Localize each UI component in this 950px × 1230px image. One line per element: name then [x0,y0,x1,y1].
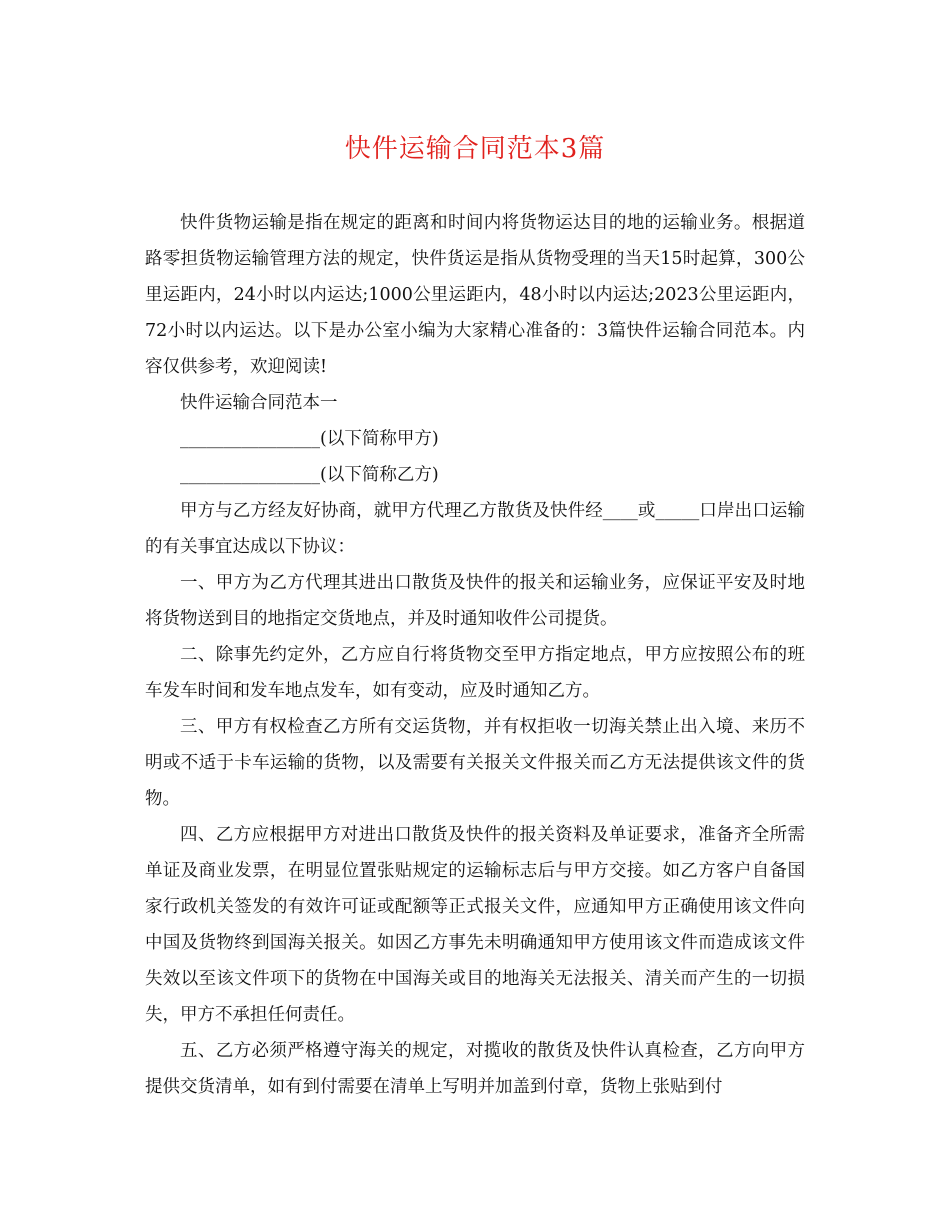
document-body [145,205,805,1105]
clause-4: 四、乙方应根据甲方对进出口散货及快件的报关资料及单证要求，准备齐全所需单证及商业发票，在明显位置张贴规定的运输标志后与甲方交接。如乙方客户自备国家行政机关签发的有效许可证或配额等正式报关文件，应通知甲方正确使用该文件向中国及货物终到国海关报关。如因乙方事先未明确通知甲方使用该文件而造成该文件失效以至该文件项下的货物在中国海关或目的地海关无法报关、清关而产生的一切损失，甲方不承担任何责任。 [145,825,805,1025]
intro-paragraph: 快件货物运输是指在规定的距离和时间内将货物运达目的地的运输业务。根据道路零担货物运输管理方法的规定，快件货运是指从货物受理的当天15时起算，300公里运距内，24小时以内运达;1000公里运距内，48小时以内运达;2023公里运距内，72小时以内运达。以下是办公室小编为大家精心准备的：3篇快件运输合同范本。内容仅供参考，欢迎阅读! [145,213,805,377]
party-a-line: ________________(以下简称甲方) [180,429,439,449]
party-b-line: ________________(以下简称乙方) [180,465,439,485]
section-heading: 快件运输合同范本一 [180,393,338,413]
document-title: 快件运输合同范本3篇 [344,134,606,164]
clause-1: 一、甲方为乙方代理其进出口散货及快件的报关和运输业务，应保证平安及时地将货物送到目的地指定交货地点，并及时通知收件公司提货。 [145,573,805,629]
clause-2: 二、除事先约定外，乙方应自行将货物交至甲方指定地点，甲方应按照公布的班车发车时间和发车地点发车，如有变动，应及时通知乙方。 [145,645,805,701]
agreement-paragraph: 甲方与乙方经友好协商，就甲方代理乙方散货及快件经____或_____口岸出口运输的有关事宜达成以下协议： [145,501,805,557]
clause-3: 三、甲方有权检查乙方所有交运货物，并有权拒收一切海关禁止出入境、来历不明或不适于卡车运输的货物，以及需要有关报关文件报关而乙方无法提供该文件的货物。 [145,717,805,809]
clause-5: 五、乙方必须严格遵守海关的规定，对揽收的散货及快件认真检查，乙方向甲方提供交货清单，如有到付需要在清单上写明并加盖到付章，货物上张贴到付 [145,1041,805,1097]
